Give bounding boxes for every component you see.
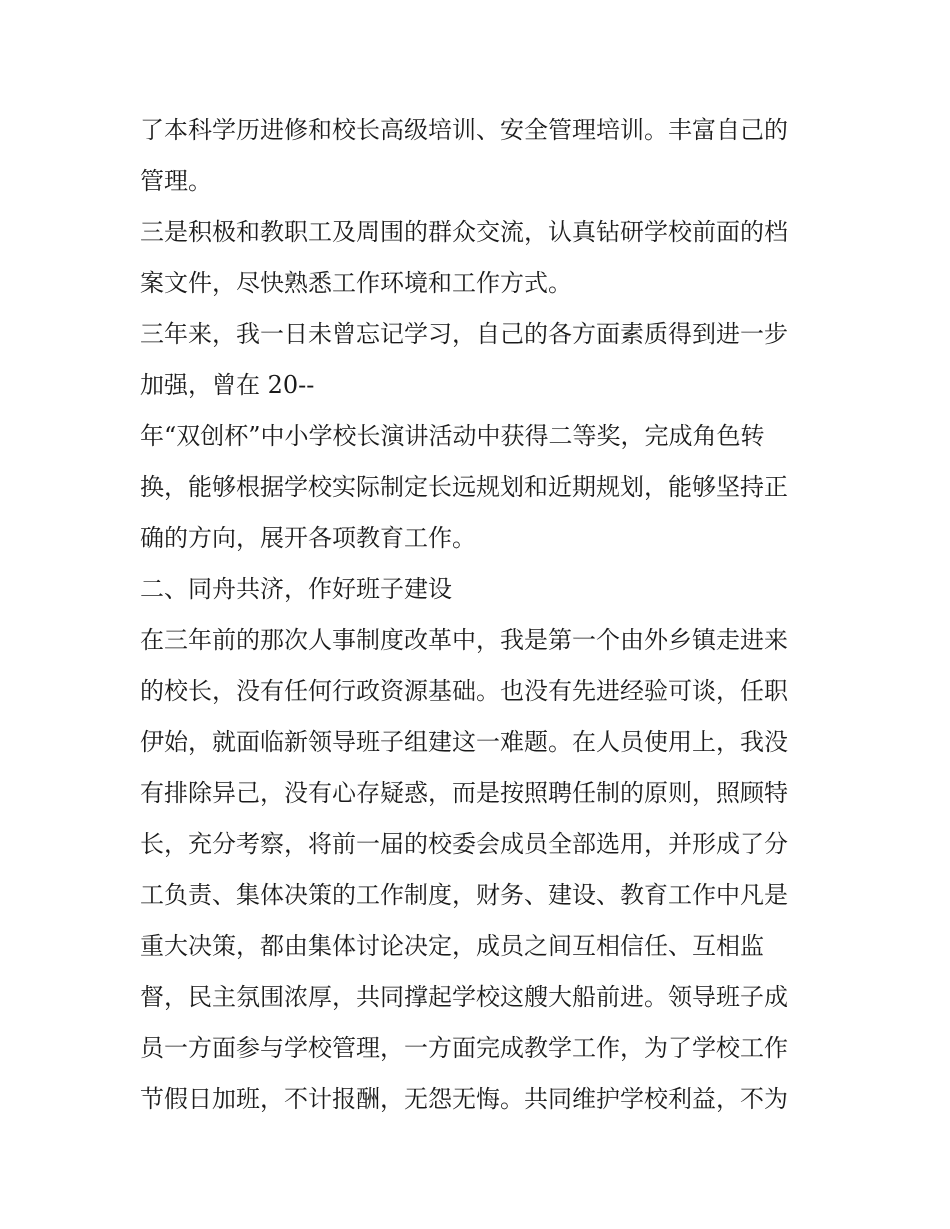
text-line: 管理。 — [140, 167, 212, 195]
text-line: 工负责、集体决策的工作制度，财务、建设、教育工作中凡是 — [140, 881, 788, 909]
text-line: 三年来，我一日未曾忘记学习，自己的各方面素质得到进一步 — [140, 320, 788, 348]
text-line: 节假日加班，不计报酬，无怨无悔。共同维护学校利益，不为 — [140, 1085, 788, 1113]
text-line: 员一方面参与学校管理，一方面完成教学工作，为了学校工作 — [140, 1034, 788, 1062]
text-line: 长，充分考察，将前一届的校委会成员全部选用，并形成了分 — [140, 830, 788, 858]
text-line: 加强，曾在 20-- — [140, 371, 315, 399]
text-line: 了本科学历进修和校长高级培训、安全管理培训。丰富自己的 — [140, 116, 788, 144]
text-line: 有排除异己，没有心存疑惑，而是按照聘任制的原则，照顾特 — [140, 779, 788, 807]
text-line: 重大决策，都由集体讨论决定，成员之间互相信任、互相监 — [140, 932, 764, 960]
document-body — [140, 105, 820, 1125]
text-line: 在三年前的那次人事制度改革中，我是第一个由外乡镇走进来 — [140, 626, 788, 654]
text-line: 三是积极和教职工及周围的群众交流，认真钻研学校前面的档 — [140, 218, 788, 246]
text-line: 年“双创杯”中小学校长演讲活动中获得二等奖，完成角色转 — [140, 422, 765, 450]
text-line: 的校长，没有任何行政资源基础。也没有先进经验可谈，任职 — [140, 677, 788, 705]
text-line: 伊始，就面临新领导班子组建这一难题。在人员使用上，我没 — [140, 728, 788, 756]
section-heading: 二、同舟共济，作好班子建设 — [140, 575, 452, 603]
text-line: 案文件，尽快熟悉工作环境和工作方式。 — [140, 269, 572, 297]
text-line: 确的方向，展开各项教育工作。 — [140, 524, 476, 552]
text-line: 督，民主氛围浓厚，共同撑起学校这艘大船前进。领导班子成 — [140, 983, 788, 1011]
text-line: 换，能够根据学校实际制定长远规划和近期规划，能够坚持正 — [140, 473, 788, 501]
